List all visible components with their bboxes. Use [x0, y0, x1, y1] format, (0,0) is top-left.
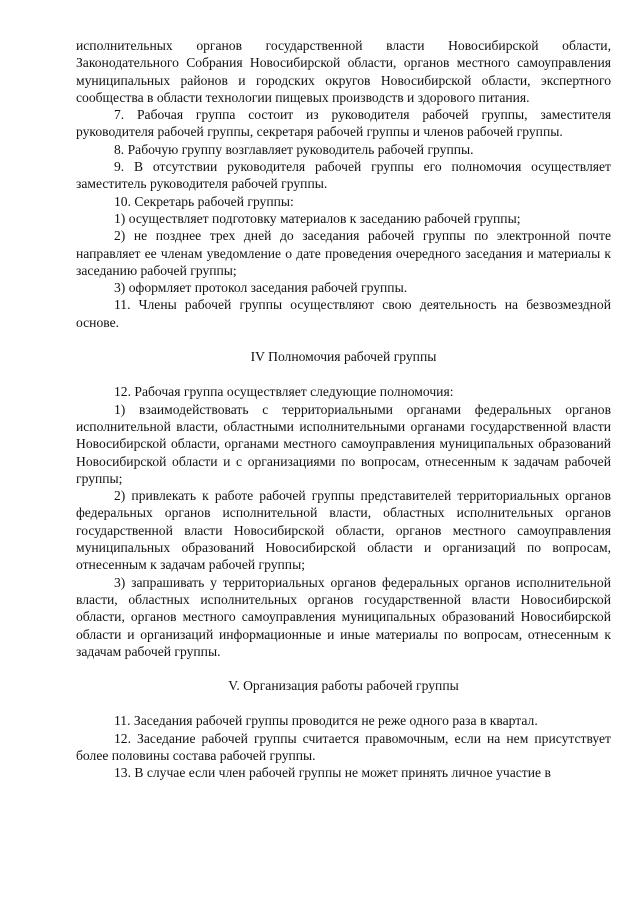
section-heading-5: V. Организация работы рабочей группы: [228, 678, 459, 694]
paragraph-9: 9. В отсутствии руководителя рабочей группы его полномочия осуществляет заместитель руководителя рабочей группы.: [76, 159, 611, 192]
paragraph-7: 7. Рабочая группа состоит из руководителя рабочей группы, заместителя руководителя рабочей группы, секретаря рабочей группы и членов рабочей группы.: [76, 107, 611, 140]
paragraph-10: 10. Секретарь рабочей группы:: [114, 193, 294, 209]
paragraph-13: 13. В случае если член рабочей группы не может принять личное участие в: [114, 765, 551, 781]
spacer: [76, 694, 611, 712]
spacer: [76, 660, 611, 677]
paragraph-12-item-3: 3) запрашивать у территориальных органов федеральных органов исполнительной власти, областных исполнительных органов государственной власти Новосибирской области, органов местного самоуправления муниципальных образований Новосибирской области и организаций информационные и иные материалы по вопросам, отнесенным к задачам рабочей группы.: [76, 574, 611, 659]
document-page: [76, 37, 611, 782]
paragraph-11: 11. Члены рабочей группы осуществляют свою деятельность на безвозмездной основе.: [76, 297, 611, 330]
paragraph-10-item-3: 3) оформляет протокол заседания рабочей группы.: [114, 280, 408, 296]
paragraph-12-item-1: 1) взаимодействовать с территориальными органами федеральных органов исполнительной власти, областными исполнительными органами государственной власти Новосибирской области, органами местного самоуправления муниципальных образований Новосибирской области и с организациями по вопросам, отнесенным к задачам рабочей группы;: [76, 401, 611, 486]
paragraph-11b: 11. Заседания рабочей группы проводится не реже одного раза в квартал.: [114, 713, 538, 729]
spacer: [76, 331, 611, 348]
paragraph-12-item-2: 2) привлекать к работе рабочей группы представителей территориальных органов федеральных органов исполнительной власти, областных исполнительных органов государственной власти Новосибирской области, органов местного самоуправления муниципальных образований Новосибирской области и организаций по вопросам, отнесенным к задачам рабочей группы;: [76, 488, 611, 573]
paragraph-continuation: исполнительных органов государственной власти Новосибирской области, Законодательного Собрания Новосибирской области, органов местного самоуправления муниципальных районов и городских округов Новосибирской области, экспертного сообщества в области технологии пищевых производств и здорового питания.: [76, 38, 611, 105]
paragraph-12: 12. Рабочая группа осуществляет следующие полномочия:: [114, 384, 454, 400]
section-heading-4: IV Полномочия рабочей группы: [250, 349, 437, 365]
paragraph-12b: 12. Заседание рабочей группы считается правомочным, если на нем присутствует более половины состава рабочей группы.: [76, 730, 611, 763]
paragraph-10-item-2: 2) не позднее трех дней до заседания рабочей группы по электронной почте направляет ее членам уведомление о дате проведения очередного заседания и материалы к заседанию рабочей группы;: [76, 228, 611, 278]
paragraph-10-item-1: 1) осуществляет подготовку материалов к заседанию рабочей группы;: [114, 210, 521, 226]
paragraph-8: 8. Рабочую группу возглавляет руководитель рабочей группы.: [114, 141, 474, 157]
spacer: [76, 365, 611, 383]
